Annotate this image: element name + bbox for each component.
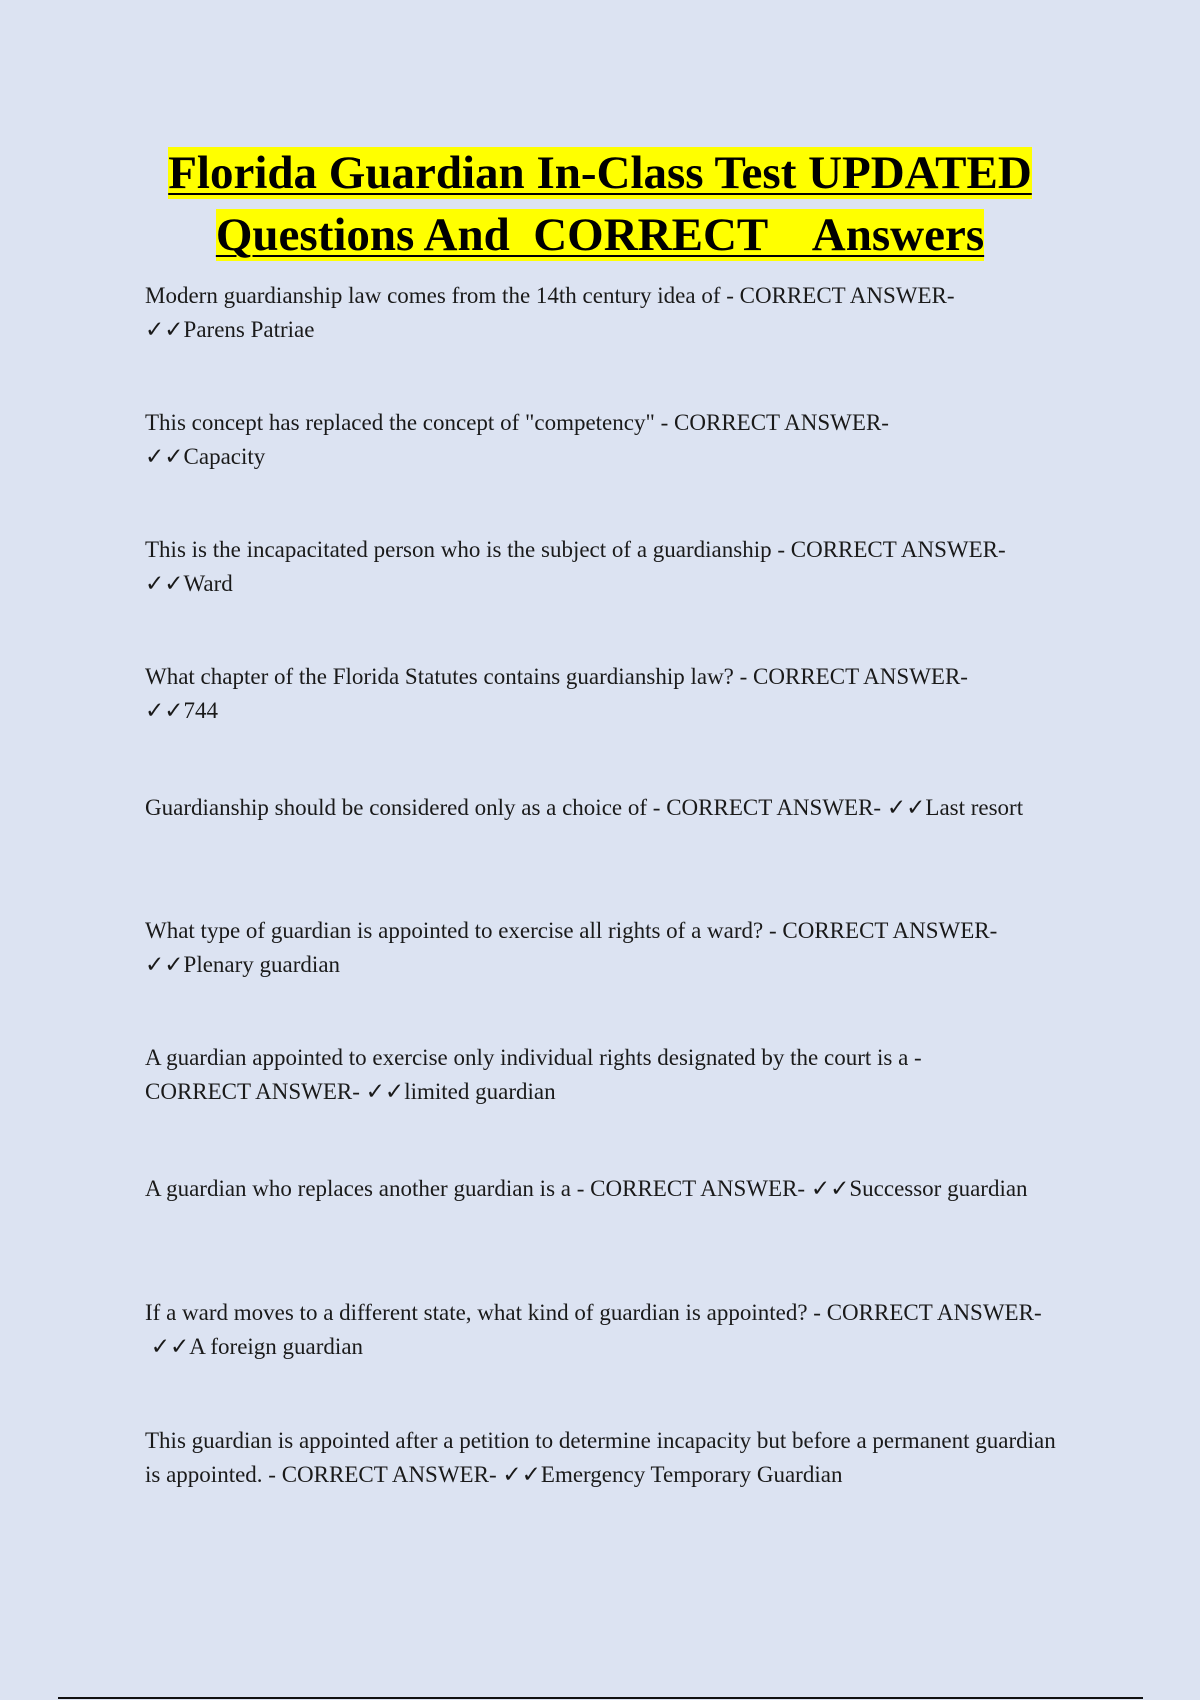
question-text: A guardian appointed to exercise only individual rights designated by the court is a - (145, 1045, 922, 1070)
answer-marker: CORRECT ANSWER- (753, 664, 968, 689)
answer-marker: CORRECT ANSWER- (145, 1079, 360, 1104)
answer-text: 744 (183, 698, 219, 723)
answer-text: limited guardian (404, 1079, 556, 1104)
answer-text: Emergency Temporary Guardian (540, 1462, 843, 1487)
check-marks-icon: ✓✓ (365, 1079, 405, 1104)
question-text: What chapter of the Florida Statutes contains guardianship law? - (145, 664, 748, 689)
qa-item-10 (145, 1424, 1065, 1492)
check-marks-icon: ✓✓ (502, 1462, 541, 1487)
qa-item-4 (145, 660, 1065, 728)
qa-item-6 (145, 914, 1065, 982)
check-marks-icon: ✓✓ (145, 317, 184, 342)
question-text: This guardian is appointed after a petition to determine incapacity but before a permanent guardian is appointed. - (145, 1428, 1056, 1487)
answer-text: Last resort (925, 795, 1024, 820)
answer-marker: CORRECT ANSWER- (790, 537, 1006, 562)
check-marks-icon: ✓✓ (145, 698, 184, 723)
question-text: Modern guardianship law comes from the 14th century idea of - (145, 283, 734, 308)
question-text: This concept has replaced the concept of "competency" - (145, 410, 669, 435)
check-marks-icon: ✓✓ (145, 444, 184, 469)
question-text: If a ward moves to a different state, what kind of guardian is appointed? - (145, 1300, 821, 1325)
answer-marker: CORRECT ANSWER- (782, 918, 998, 943)
check-marks-icon: ✓✓ (150, 1334, 190, 1359)
answer-marker: CORRECT ANSWER- (826, 1300, 1042, 1325)
answer-marker: CORRECT ANSWER- (674, 410, 889, 435)
footer-divider (58, 1697, 1143, 1699)
question-text: Guardianship should be considered only as a choice of - (145, 795, 661, 820)
title-line-1: Florida Guardian In-Class Test UPDATED (168, 147, 1032, 199)
qa-item-5 (145, 793, 1065, 823)
question-text: This is the incapacitated person who is the subject of a guardianship - (145, 537, 785, 562)
answer-text: Ward (183, 571, 233, 596)
qa-item-9 (145, 1296, 1065, 1364)
answer-text: Plenary guardian (183, 952, 341, 977)
answer-text: Successor guardian (849, 1176, 1028, 1201)
qa-item-2 (145, 406, 1065, 474)
question-text: What type of guardian is appointed to exercise all rights of a ward? - (145, 918, 777, 943)
check-marks-icon: ✓✓ (810, 1176, 850, 1201)
answer-marker: CORRECT ANSWER- (590, 1176, 806, 1201)
answer-text: Capacity (183, 444, 266, 469)
check-marks-icon: ✓✓ (886, 795, 926, 820)
title-line-2: Questions And CORRECT Answers (215, 209, 985, 261)
question-text: A guardian who replaces another guardian is a - (145, 1176, 585, 1201)
check-marks-icon: ✓✓ (145, 571, 184, 596)
answer-marker: CORRECT ANSWER- (666, 795, 882, 820)
document-title (100, 142, 1100, 266)
answer-marker: CORRECT ANSWER- (281, 1462, 497, 1487)
answer-marker: CORRECT ANSWER- (739, 283, 955, 308)
qa-item-1 (145, 279, 1065, 347)
qa-item-8 (145, 1174, 1065, 1204)
check-marks-icon: ✓✓ (145, 952, 184, 977)
qa-item-7 (145, 1041, 1065, 1109)
answer-text: A foreign guardian (189, 1334, 364, 1359)
answer-text: Parens Patriae (183, 317, 315, 342)
qa-item-3 (145, 533, 1065, 601)
